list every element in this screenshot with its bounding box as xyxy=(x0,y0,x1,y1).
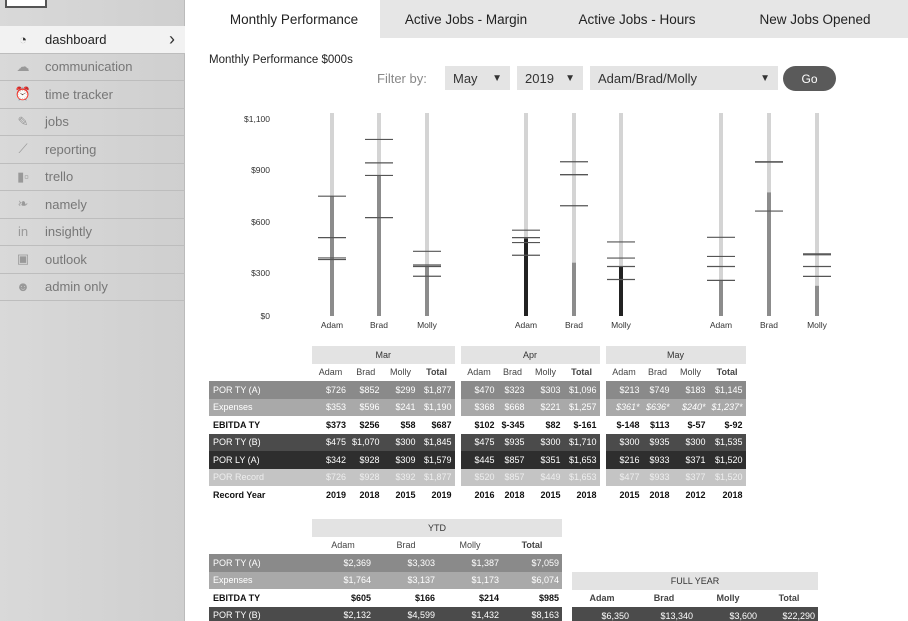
table-cell: $3,600 xyxy=(696,607,760,621)
trello-icon: ▮▫ xyxy=(17,168,29,184)
table-subheader-row xyxy=(572,590,818,608)
table-cell: $256 xyxy=(349,416,383,434)
column-header: Molly xyxy=(390,367,412,378)
table-cell: $1,653 xyxy=(564,469,600,487)
sidebar-item-label: admin only xyxy=(45,279,108,295)
table-cell: $213 xyxy=(606,381,643,399)
bar-track xyxy=(815,113,819,316)
sidebar-item-label: outlook xyxy=(45,251,87,267)
table-cell: $300 xyxy=(606,434,643,452)
leaf-icon: ❧ xyxy=(17,196,29,212)
table-cell: $935 xyxy=(498,434,528,452)
table-row xyxy=(209,416,746,434)
table-header-spacer xyxy=(209,346,312,364)
x-tick-label: Brad xyxy=(760,320,778,330)
sidebar-item-outlook[interactable] xyxy=(0,246,185,274)
table-cell: $392 xyxy=(383,469,419,487)
sidebar-item-namely[interactable] xyxy=(0,191,185,219)
table-cell: 2019 xyxy=(419,486,455,504)
gauge-icon: ◔ xyxy=(19,31,27,47)
table-cell: $-161 xyxy=(564,416,600,434)
table-cell: $1,173 xyxy=(438,572,502,590)
table-cell: $300 xyxy=(528,434,564,452)
row-label: EBITDA TY xyxy=(209,589,312,607)
sidebar-item-time-tracker[interactable] xyxy=(0,81,185,109)
table-cell: $351 xyxy=(528,451,564,469)
column-header: Adam xyxy=(318,367,343,378)
table-cell: $299 xyxy=(383,381,419,399)
sidebar-item-trello[interactable] xyxy=(0,164,185,192)
filter-label: Filter by: xyxy=(377,71,427,86)
x-tick-label: Molly xyxy=(611,320,631,330)
table-header-row xyxy=(572,572,818,590)
table-cell: $520 xyxy=(461,469,498,487)
table-cell: $-57 xyxy=(673,416,709,434)
table-header-row xyxy=(209,519,562,537)
table-cell: $933 xyxy=(643,451,673,469)
table-cell: $1,535 xyxy=(709,434,746,452)
table-cell: $668 xyxy=(498,399,528,417)
full-year-header: FULL YEAR xyxy=(572,572,818,590)
people-dropdown-arrow-icon: ▼ xyxy=(760,72,770,84)
y-tick-label: $0 xyxy=(260,311,270,321)
table-cell: $13,340 xyxy=(632,607,696,621)
row-label: POR Record xyxy=(209,469,312,487)
table-cell: $241 xyxy=(383,399,419,417)
table-cell: $8,163 xyxy=(502,607,562,621)
bar-adam xyxy=(719,281,723,316)
sidebar-item-label: jobs xyxy=(45,114,69,130)
table-cell: $1,257 xyxy=(564,399,600,417)
table-cell: 2018 xyxy=(349,486,383,504)
table-cell: $1,432 xyxy=(438,607,502,621)
column-header: Molly xyxy=(680,367,702,378)
table-cell: $1,070 xyxy=(349,434,383,452)
table-cell: $726 xyxy=(312,469,349,487)
chevron-right-icon[interactable]: › xyxy=(169,29,175,49)
table-cell: $475 xyxy=(312,434,349,452)
sidebar-item-admin-only[interactable] xyxy=(0,274,185,302)
x-tick-label: Adam xyxy=(514,320,538,330)
table-cell: $4,599 xyxy=(374,607,438,621)
table-cell: $221 xyxy=(528,399,564,417)
table-header-row xyxy=(209,346,746,364)
table-cell: $687 xyxy=(419,416,455,434)
table-cell: 2015 xyxy=(383,486,419,504)
table-row xyxy=(209,554,562,572)
table-cell: $1,387 xyxy=(438,554,502,572)
table-cell: $373 xyxy=(312,416,349,434)
column-header: Adam xyxy=(467,367,491,378)
sidebar-item-reporting[interactable] xyxy=(0,136,185,164)
table-cell: $-345 xyxy=(498,416,528,434)
table-cell: $475 xyxy=(461,434,498,452)
table-row xyxy=(209,381,746,399)
bar-brad xyxy=(377,175,381,316)
full-year-table xyxy=(572,572,818,621)
table-cell: $300 xyxy=(383,434,419,452)
table-cell: 2016 xyxy=(461,486,498,504)
sidebar-nav xyxy=(0,26,185,301)
month-select-value: May xyxy=(453,70,478,86)
table-cell: $216 xyxy=(606,451,643,469)
table-cell: $368 xyxy=(461,399,498,417)
table-cell: $309 xyxy=(383,451,419,469)
table-cell: 2015 xyxy=(606,486,643,504)
table-cell: $726 xyxy=(312,381,349,399)
y-tick-label: $900 xyxy=(251,165,270,175)
y-tick-label: $300 xyxy=(251,268,270,278)
table-cell: $928 xyxy=(349,451,383,469)
pencil-icon: ✎ xyxy=(17,113,29,129)
sidebar-item-label: insightly xyxy=(45,224,92,240)
sidebar-item-label: dashboard xyxy=(45,31,107,47)
column-header: Molly xyxy=(459,540,481,551)
table-cell: $240* xyxy=(673,399,709,417)
table-cell: $166 xyxy=(374,589,438,607)
table-cell: $58 xyxy=(383,416,419,434)
table-cell: $605 xyxy=(312,589,374,607)
table-cell: $928 xyxy=(349,469,383,487)
month-select[interactable] xyxy=(445,66,510,90)
table-cell: $323 xyxy=(498,381,528,399)
table-cell: $3,137 xyxy=(374,572,438,590)
table-cell: 2018 xyxy=(498,486,528,504)
y-tick-label: $600 xyxy=(251,217,270,227)
insightly-icon: in xyxy=(17,224,29,240)
table-cell: $445 xyxy=(461,451,498,469)
table-cell: $342 xyxy=(312,451,349,469)
column-header: Brad xyxy=(648,367,668,378)
table-row xyxy=(209,607,562,621)
table-cell: $1,710 xyxy=(564,434,600,452)
row-label: POR LY (A) xyxy=(209,451,312,469)
row-label: POR TY (A) xyxy=(209,381,312,399)
go-button[interactable]: Go xyxy=(783,66,836,91)
table-subheader-row xyxy=(209,364,746,382)
sidebar-item-label: trello xyxy=(45,169,74,185)
tab-active-jobs-hours[interactable]: Active Jobs - Hours xyxy=(578,11,696,27)
sidebar-item-jobs[interactable] xyxy=(0,109,185,137)
table-cell: $22,290 xyxy=(760,607,818,621)
x-tick-label: Adam xyxy=(320,320,344,330)
column-header: Brad xyxy=(356,367,376,378)
sidebar-item-label: namely xyxy=(45,196,87,212)
sidebar-item-insightly[interactable] xyxy=(0,219,185,247)
bar-adam xyxy=(524,238,528,316)
table-cell: $852 xyxy=(349,381,383,399)
table-row xyxy=(209,572,562,590)
x-tick-label: Molly xyxy=(807,320,827,330)
table-cell: $377 xyxy=(673,469,709,487)
row-label: EBITDA TY xyxy=(209,416,312,434)
x-tick-label: Adam xyxy=(709,320,733,330)
table-cell: $214 xyxy=(438,589,502,607)
row-label: Expenses xyxy=(209,572,312,590)
table-cell: $1,845 xyxy=(419,434,455,452)
table-cell: $477 xyxy=(606,469,643,487)
column-header: Adam xyxy=(331,540,355,551)
table-cell: $3,303 xyxy=(374,554,438,572)
table-cell: $-92 xyxy=(709,416,746,434)
table-cell: $2,369 xyxy=(312,554,374,572)
row-label: Expenses xyxy=(209,399,312,417)
bar-brad xyxy=(572,263,576,316)
ytd-header: YTD xyxy=(312,519,562,537)
table-cell: $2,132 xyxy=(312,607,374,621)
column-header: Brad xyxy=(653,593,675,604)
bar-molly xyxy=(425,267,429,316)
column-header: Total xyxy=(778,593,800,604)
table-row xyxy=(209,486,746,504)
people-select-value: Adam/Brad/Molly xyxy=(598,70,697,86)
table-cell: $1,764 xyxy=(312,572,374,590)
clock-icon: ⏰ xyxy=(14,86,32,102)
ytd-table xyxy=(209,519,562,621)
row-label: POR TY (A) xyxy=(209,554,312,572)
table-cell: $300 xyxy=(673,434,709,452)
table-cell: $102 xyxy=(461,416,498,434)
table-cell: 2015 xyxy=(528,486,564,504)
table-cell: $1,877 xyxy=(419,469,455,487)
table-row xyxy=(209,469,746,487)
table-header-spacer xyxy=(209,364,312,382)
column-header: Total xyxy=(571,367,592,378)
people-select[interactable] xyxy=(590,66,778,90)
column-header: Adam xyxy=(612,367,636,378)
column-header: Brad xyxy=(503,367,523,378)
table-header-spacer xyxy=(209,537,312,555)
bar-molly xyxy=(619,266,623,316)
column-header: Total xyxy=(426,367,447,378)
table-cell: $303 xyxy=(528,381,564,399)
table-cell: $7,059 xyxy=(502,554,562,572)
sidebar-item-communication[interactable] xyxy=(0,54,185,82)
sidebar-item-dashboard[interactable] xyxy=(0,26,185,54)
table-cell: 2012 xyxy=(673,486,709,504)
table-cell: $470 xyxy=(461,381,498,399)
table-cell: $6,350 xyxy=(572,607,632,621)
month-header: Apr xyxy=(461,346,600,364)
table-cell: $353 xyxy=(312,399,349,417)
table-row xyxy=(209,451,746,469)
table-cell: $113 xyxy=(643,416,673,434)
table-cell: $6,074 xyxy=(502,572,562,590)
column-header: Total xyxy=(716,367,738,378)
bar-molly xyxy=(815,286,819,316)
column-header: Molly xyxy=(716,593,740,604)
tab-new-jobs-opened[interactable]: New Jobs Opened xyxy=(759,11,871,27)
table-cell: $1,145 xyxy=(709,381,746,399)
table-cell: $1,096 xyxy=(564,381,600,399)
table-cell: $1,190 xyxy=(419,399,455,417)
sidebar-item-label: communication xyxy=(45,59,133,75)
sidebar-item-label: time tracker xyxy=(45,86,113,102)
chat-icon: ☁ xyxy=(16,58,30,74)
tab-active-jobs-margin[interactable]: Active Jobs - Margin xyxy=(404,11,528,27)
sidebar xyxy=(0,0,185,621)
table-row xyxy=(209,399,746,417)
x-tick-label: Molly xyxy=(417,320,437,330)
table-subheader-row xyxy=(209,537,562,555)
table-cell: $1,579 xyxy=(419,451,455,469)
table-cell: 2018 xyxy=(643,486,673,504)
section-title: Monthly Performance $000s xyxy=(209,54,353,66)
x-tick-label: Brad xyxy=(370,320,388,330)
bar-adam xyxy=(330,196,334,316)
table-cell: $183 xyxy=(673,381,709,399)
tab-bar xyxy=(208,0,908,38)
table-cell: $1,237* xyxy=(709,399,746,417)
row-label: Record Year xyxy=(209,486,312,504)
table-cell: $1,653 xyxy=(564,451,600,469)
table-row xyxy=(209,589,562,607)
row-label: POR TY (B) xyxy=(209,607,312,621)
column-header: Adam xyxy=(589,593,615,604)
table-cell: $935 xyxy=(643,434,673,452)
logo[interactable] xyxy=(5,0,47,8)
chart-icon: ⟋ xyxy=(18,141,28,157)
table-cell: $857 xyxy=(498,451,528,469)
table-cell: $449 xyxy=(528,469,564,487)
year-select-value: 2019 xyxy=(525,70,554,86)
table-row xyxy=(209,434,746,452)
table-cell: $82 xyxy=(528,416,564,434)
table-cell: $1,520 xyxy=(709,451,746,469)
month-dropdown-arrow-icon: ▼ xyxy=(492,72,502,84)
table-cell: $361* xyxy=(606,399,643,417)
table-cell: $985 xyxy=(502,589,562,607)
table-header-spacer xyxy=(209,519,312,537)
table-cell: $371 xyxy=(673,451,709,469)
table-cell: $749 xyxy=(643,381,673,399)
users-icon: ☻ xyxy=(16,279,30,295)
year-select[interactable] xyxy=(517,66,583,90)
column-header: Brad xyxy=(396,540,416,551)
row-label: POR TY (B) xyxy=(209,434,312,452)
month-header: May xyxy=(606,346,746,364)
outlook-icon: ▣ xyxy=(16,251,30,267)
month-header: Mar xyxy=(312,346,455,364)
year-dropdown-arrow-icon: ▼ xyxy=(565,72,575,84)
table-cell: $636* xyxy=(643,399,673,417)
x-tick-label: Brad xyxy=(565,320,583,330)
table-cell: $857 xyxy=(498,469,528,487)
table-cell: 2018 xyxy=(709,486,746,504)
table-cell: $1,877 xyxy=(419,381,455,399)
table-cell: $596 xyxy=(349,399,383,417)
y-tick-label: $1,100 xyxy=(244,114,270,124)
table-cell: $1,520 xyxy=(709,469,746,487)
column-header: Total xyxy=(521,540,543,551)
table-cell: 2018 xyxy=(564,486,600,504)
table-cell: $-148 xyxy=(606,416,643,434)
sidebar-item-label: reporting xyxy=(45,141,97,157)
monthly-performance-table xyxy=(209,346,746,504)
table-row xyxy=(572,607,818,621)
table-cell: $933 xyxy=(643,469,673,487)
tab-monthly-performance[interactable]: Monthly Performance xyxy=(208,0,380,38)
column-header: Molly xyxy=(535,367,557,378)
table-cell: 2019 xyxy=(312,486,349,504)
